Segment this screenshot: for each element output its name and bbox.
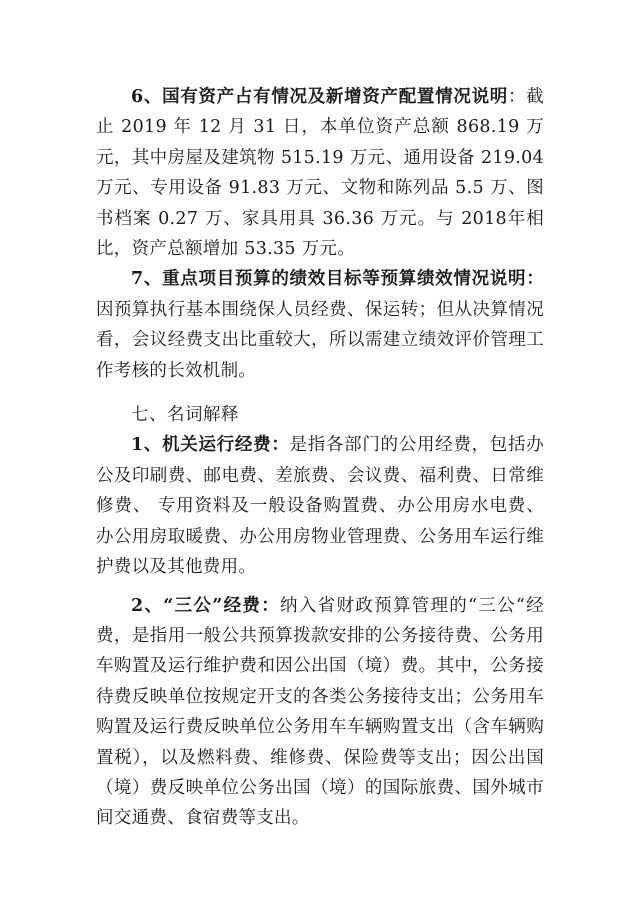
spacer xyxy=(96,386,544,400)
section-6-body: ：截止 2019 年 12 月 31 日，本单位资产总额 868.19 万元，其中房屋及建筑物 515.19 万元、通用设备 219.04 万元、专用设备 91.83 万元、文物和陈列品 5.5 万、图书档案 0.27 万、家具用具 36.36 万元。与 2018年相比，资产总额增加 53.35 万元。 xyxy=(96,87,544,260)
section-6-lead: 6、国有资产占有情况及新增资产配置情况说明 xyxy=(131,87,508,107)
document-page xyxy=(96,82,544,834)
term-2-paragraph xyxy=(96,591,544,834)
term-2-lead: 2、“三公”经费： xyxy=(131,595,281,616)
section-7-lead: 7、重点项目预算的绩效目标等预算绩效情况说明： xyxy=(131,269,544,290)
term-1-lead: 1、机关运行经费： xyxy=(131,435,290,456)
section-6-paragraph xyxy=(96,82,544,264)
term-1-body: 是指各部门的公用经费，包括办公及印刷费、邮电费、差旅费、会议费、福利费、日常维修费、 专用资料及一般设备购置费、办公用房水电费、办公用房取暖费、办公用房物业管理费、公务用车运行维护费以及其他费用。 xyxy=(96,435,544,578)
section-7-paragraph xyxy=(96,264,544,386)
term-1-paragraph xyxy=(96,430,544,582)
section-7-body: 因预算执行基本围绕保人员经费、保运转；但从决算情况看，会议经费支出比重较大，所以需建立绩效评价管理工作考核的长效机制。 xyxy=(96,299,544,381)
chapter-7-heading: 七、名词解释 xyxy=(131,405,239,426)
term-2-body: 纳入省财政预算管理的“三公“经费，是指用一般公共预算拨款安排的公务接待费、公务用车购置及运行维护费和因公出国（境）费。其中，公务接待费反映单位按规定开支的各类公务接待支出；公务用车购置及运行费反映单位公务用车车辆购置支出（含车辆购置税），以及燃料费、维修费、保险费等支出；因公出国（境）费反映单位公务出国（境）的国际旅费、国外城市间交通费、食宿费等支出。 xyxy=(96,595,544,829)
